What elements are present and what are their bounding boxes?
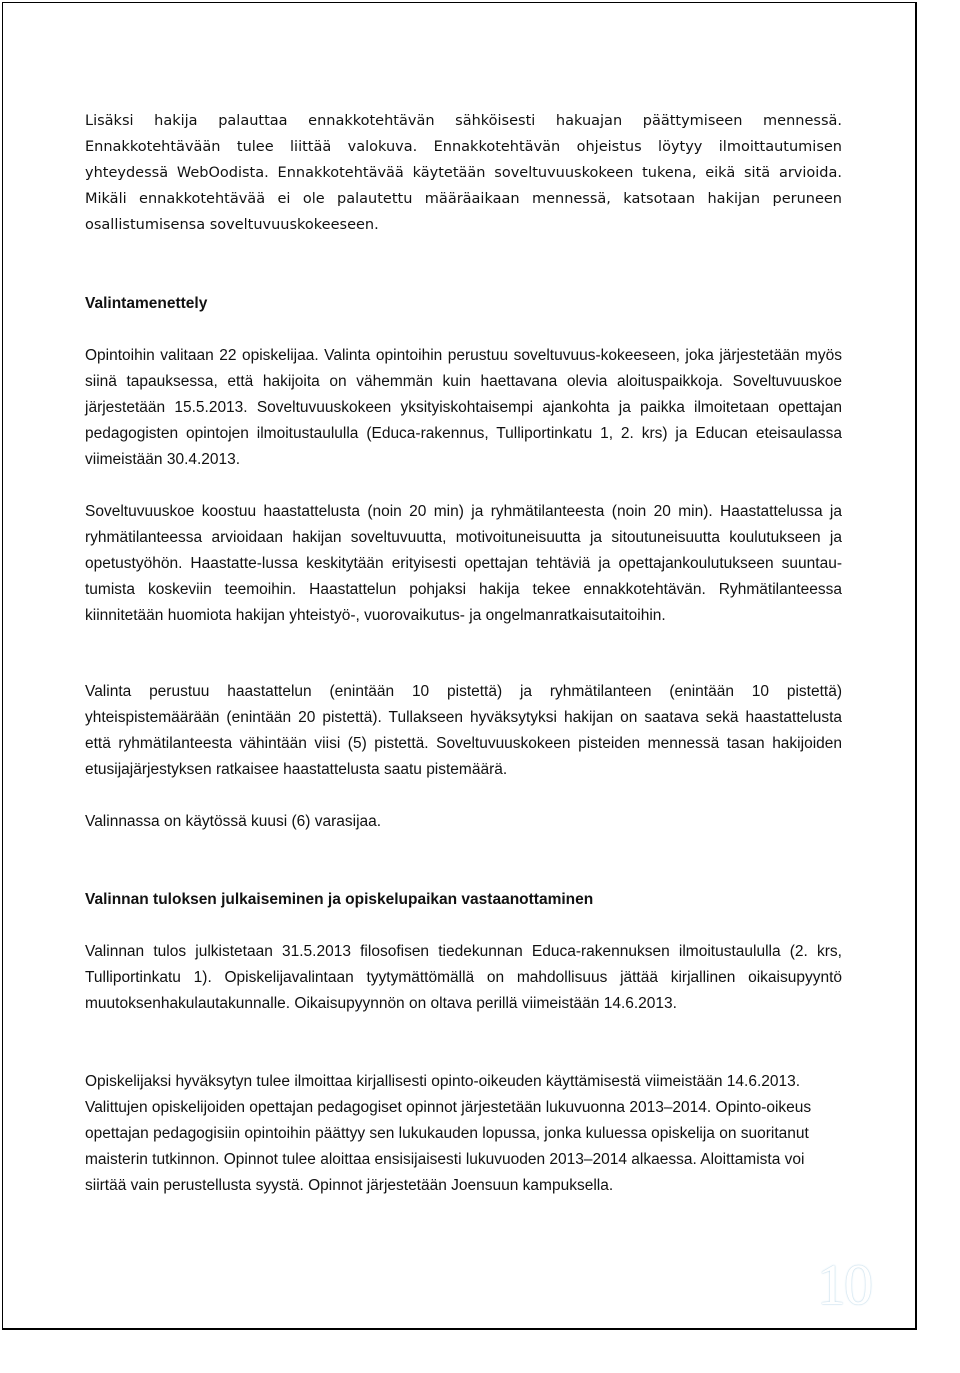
document-page [2,2,917,1330]
selection-paragraph-1: Opintoihin valitaan 22 opiskelijaa. Valinta opintoihin perustuu soveltuvuus-kokeeseen, joka järjestetään myös siinä tapauksessa, että hakijoita on vähemmän kuin haettavana olevia aloituspaikkoja. Soveltuvuuskoe järjestetään 15.5.2013. Soveltuvuuskokeen yksityiskohtaisempi ajankohta ja paikka ilmoitetaan opettajan pedagogisten opintojen ilmoitustaululla (Educa-rakennus, Tulliportinkatu 1, 2. krs) ja Educan eteisaulassa viimeistään 30.4.2013. [85,347,842,468]
intro-paragraph: Lisäksi hakija palauttaa ennakkotehtävän sähköisesti hakuajan päättymiseen mennessä. Ennakkotehtävään tulee liittää valokuva. Ennakkotehtävän ohjeistus löytyy ilmoittautumisen yhteydessä WebOodista. Ennakkotehtävää käytetään soveltuvuuskokeen tukena, eikä sitä arvioida. Mikäli ennakkotehtävää ei ole palautettu määräaikaan mennessä, katsotaan hakijan peruneen osallistumisensa soveltuvuuskokeeseen. [85,113,842,233]
results-heading: Valinnan tuloksen julkaiseminen ja opiskelupaikan vastaanottaminen [85,891,594,908]
page-number: 10 [817,1252,871,1317]
results-paragraph-1: Valinnan tulos julkistetaan 31.5.2013 filosofisen tiedekunnan Educa-rakennuksen ilmoitustaululla (2. krs, Tulliportinkatu 1). Opiskelijavalintaan tyytymättömällä on mahdollisuus jättää kirjallinen oikaisupyyntö muutoksenhakulautakunnalle. Oikaisupyynnön on oltava perillä viimeistään 14.6.2013. [85,943,842,1012]
selection-paragraph-2: Soveltuvuuskoe koostuu haastattelusta (noin 20 min) ja ryhmätilanteesta (noin 20 min). Haastattelussa ja ryhmätilanteessa arvioidaan hakijan soveltuvuutta, motivoituneisuutta ja sitoutuneisuutta koulutukseen ja opetustyöhön. Haastatte-lussa keskitytään erityisesti opettajan tehtäviä ja opettajankoulutukseen suuntau-tumista koskeviin teemoihin. Haastattelun pohjaksi hakija tekee ennakkotehtävän. Ryhmätilanteessa kiinnitetään huomiota hakijan yhteistyö-, vuorovaikutus- ja ongelmanratkaisutaitoihin. [85,503,842,624]
selection-paragraph-4: Valinnassa on käytössä kuusi (6) varasijaa. [85,813,382,830]
selection-heading: Valintamenettely [85,295,208,312]
results-paragraph-2: Opiskelijaksi hyväksytyn tulee ilmoittaa kirjallisesti opinto-oikeuden käyttämisestä viimeistään 14.6.2013. Valittujen opiskelijoiden opettajan pedagogiset opinnot järjestetään lukuvuonna 2013–2014. Opinto-oikeus opettajan pedagogisiin opintoihin päättyy sen lukukauden lopussa, jonka kuluessa opiskelija on suoritanut maisterin tutkinnon. Opinnot tulee aloittaa ensisijaisesti lukuvuoden 2013–2014 alkaessa. Aloittamista voi siirtää vain perustellusta syystä. Opinnot järjestetään Joensuun kampuksella. [85,1073,812,1194]
selection-paragraph-3: Valinta perustuu haastattelun (enintään 10 pistettä) ja ryhmätilanteen (enintään 10 pistettä) yhteispistemäärään (enintään 20 pistettä). Tullakseen hyväksytyksi hakijan on saatava sekä haastattelusta että ryhmätilanteesta vähintään viisi (5) pistettä. Soveltuvuuskokeen pisteiden mennessä tasan hakijoiden etusijajärjestyksen ratkaisee haastattelusta saatu pistemäärä. [85,683,842,778]
